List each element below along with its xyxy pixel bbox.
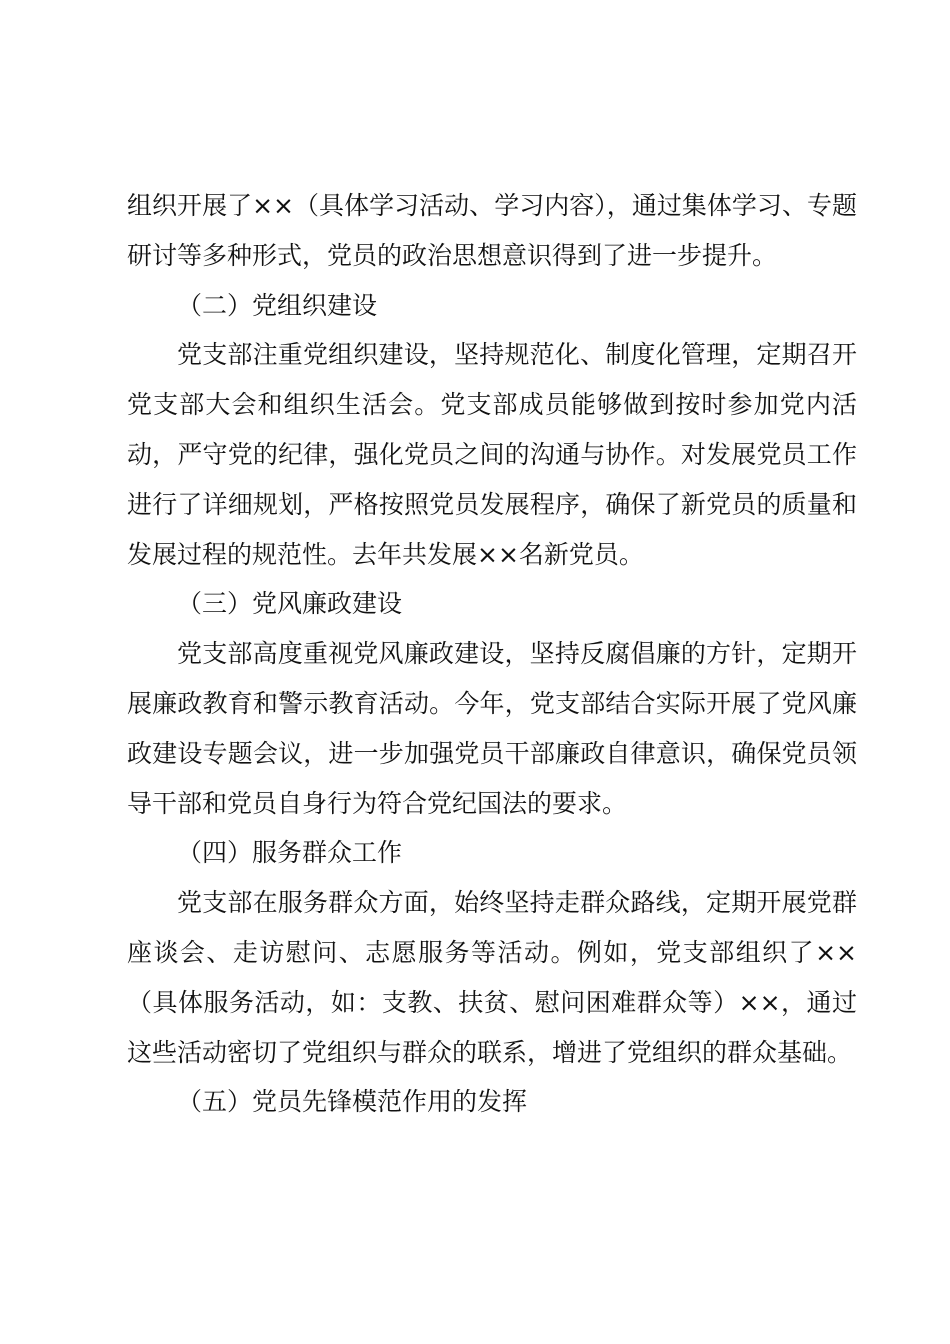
body-paragraph-integrity: 党支部高度重视党风廉政建设，坚持反腐倡廉的方针，定期开展廉政教育和警示教育活动。今年，党支部结合实际开展了党风廉政建设专题会议，进一步加强党员干部廉政自律意识，确保党员领导干部和党员自身行为符合党纪国法的要求。 — [127, 639, 857, 818]
section-heading-5: （五）党员先锋模范作用的发挥 — [177, 1087, 528, 1117]
section-heading-3: （三）党风廉政建设 — [177, 589, 403, 619]
section-heading-4: （四）服务群众工作 — [177, 838, 403, 868]
body-paragraph-continued: 组织开展了××（具体学习活动、学习内容），通过集体学习、专题研讨等多种形式，党员的政治思想意识得到了进一步提升。 — [127, 191, 857, 270]
body-paragraph-party-organization: 党支部注重党组织建设，坚持规范化、制度化管理，定期召开党支部大会和组织生活会。党支部成员能够做到按时参加党内活动，严守党的纪律，强化党员之间的沟通与协作。对发展党员工作进行了详细规划，严格按照党员发展程序，确保了新党员的质量和发展过程的规范性。去年共发展××名新党员。 — [127, 340, 857, 569]
section-heading-2: （二）党组织建设 — [177, 290, 378, 320]
body-paragraph-service: 党支部在服务群众方面，始终坚持走群众路线，定期开展党群座谈会、走访慰问、志愿服务等活动。例如，党支部组织了××（具体服务活动，如：支教、扶贫、慰问困难群众等）××，通过这些活动密切了党组织与群众的联系，增进了党组织的群众基础。 — [127, 888, 857, 1067]
document-body — [127, 181, 857, 1127]
